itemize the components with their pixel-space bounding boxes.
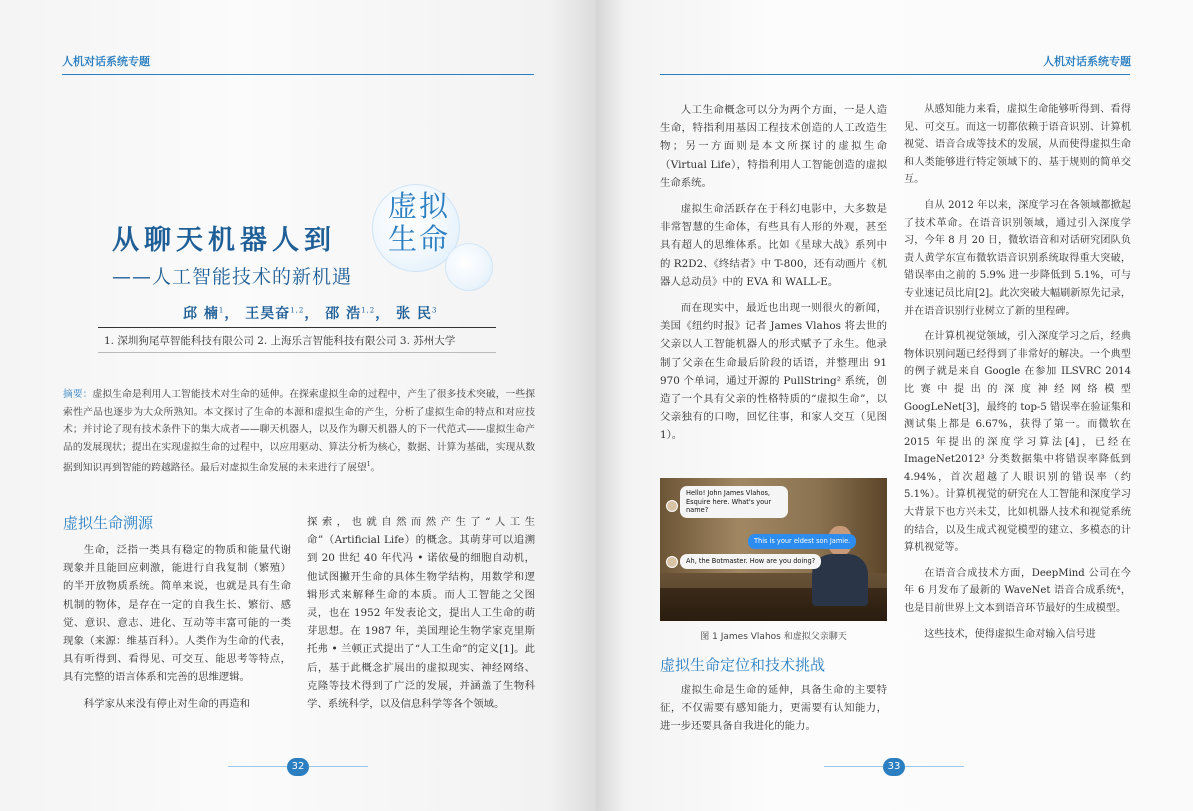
author-list: 邱 楠$^1$， 王昊奋$^{1,2}$， 邵 浩$^{1,2}$， 张 民$^3$ — [183, 306, 438, 322]
affiliation-rule-top — [98, 327, 496, 328]
figure-caption: 图 1 James Vlahos 和虚拟父亲聊天 — [700, 632, 847, 642]
author-name: 张 民 — [396, 306, 432, 322]
affiliations: 1. 深圳狗尾草智能科技有限公司 2. 上海乐言智能科技有限公司 3. 苏州大学 — [104, 335, 456, 347]
article-title-highlight: 虚拟生命 — [387, 189, 450, 256]
abstract-end: 。 — [370, 462, 381, 474]
affiliation-rule-bottom — [98, 352, 496, 353]
author-name: 王昊奋 — [245, 306, 291, 322]
section-heading-origin: 虚拟生命溯源 — [63, 514, 154, 532]
bot-avatar-icon — [666, 556, 678, 568]
chat-bubble-bot: Hello! John James Vlahos, Esquire here. What's your name? — [680, 486, 788, 518]
header-rule-left — [62, 74, 534, 75]
column-1 — [63, 541, 291, 721]
column-2 — [307, 513, 535, 721]
author-affil-sup: 3 — [432, 306, 438, 315]
page-number: 32 — [287, 758, 309, 776]
page-number: 33 — [883, 758, 905, 776]
paragraph: 虚拟生命活跃存在于科幻电影中，大多数是非常智慧的生命体，有些具有人形的外观，甚至具有超人的思维体系。比如《星球大战》系列中的 R2D2、《终结者》中 T-800，还有动画片《机器人总动员》中的 EVA 和 WALL-E。 — [660, 203, 887, 288]
column-3 — [660, 101, 887, 453]
author-affil-sup: 1,2 — [361, 306, 376, 315]
column-3-tail — [660, 681, 887, 744]
column-4 — [904, 101, 1131, 651]
author-affil-sup: 1 — [218, 306, 225, 315]
paragraph: 虚拟生命是生命的延伸，具备生命的主要特征，不仅需要有感知能力，更需要有认知能力，进一步还要具备自我进化的能力。 — [660, 684, 887, 733]
article-subtitle: ——人工智能技术的新机遇 — [112, 266, 353, 288]
header-rule-right — [660, 74, 1130, 75]
abstract — [63, 386, 535, 477]
paragraph: 从感知能力来看，虚拟生命能够听得到、看得见、可交互。而这一切都依赖于语音识别、计算机视觉、语音合成等技术的发展，从而使得虚拟生命和人类能够进行特定领域下的、基于规则的简单交互。 — [904, 104, 1131, 186]
author-name: 邵 浩 — [325, 306, 362, 322]
paragraph: 在计算机视觉领域，引入深度学习之后，经典物体识别问题已经得到了非常好的解决。一个典型的例子就是来自 Google 在参加 ILSVRC 2014 比赛中提出的深度神经网络模型 GoogLeNet[3]，最终的 top-5 错误率在验证集和测试集上都是 6.67%，获得了第一。而微软在 2015 年提出的深度学习算法[4]，已经在 ImageNet2012³ 分类数据集中将错误率降低到 4.94%，首次超越了人眼识别的错误率（约 5.1%）。计算机视觉的研究在人工智能和深度学习大背景下也方兴未艾，比如机器人技术和视觉系统的结合，以及生成式视觉模型的建立、多模态的计算机视觉等。 — [904, 331, 1131, 554]
chat-bubble-user: This is your eldest son Jamie. — [748, 534, 856, 549]
paragraph: 探索，也就自然而然产生了“人工生命”（Artificial Life）的概念。其萌芽可以追溯到 20 世纪 40 年代冯 • 诺依曼的细胞自动机，他试图撇开生命的具体生物学结构，用数学和逻辑形式来解释生命的本质。而人工智能之父图灵，也在 1952 年发表论文，提出人工生命的萌芽思想。在 1987 年，美国理论生物学家克里斯托弗 • 兰顿正式提出了“人工生命”的定义[1]。此后，基于此概念扩展出的虚拟现实、神经网络、克隆等技术得到了广泛的发展，并涵盖了生物科学、系统科学，以及信息科学等各个领域。 — [307, 516, 535, 711]
left-page — [0, 0, 596, 811]
chat-bubble-bot-reply: Ah, the Botmaster. How are you doing? — [680, 554, 821, 569]
paragraph: 在语音合成技术方面，DeepMind 公司在今年 6 月发布了最新的 WaveNet 语音合成系统⁴，也是目前世界上文本到语音环节最好的生成模型。 — [904, 567, 1131, 615]
paragraph: 这些技术，使得虚拟生命对输入信号进 — [924, 628, 1096, 640]
paragraph: 人工生命概念可以分为两个方面，一是人造生命，特指利用基因工程技术创造的人工改造生物；另一方面则是本文所探讨的虚拟生命（Virtual Life），特指利用人工智能创造的虚拟生命系统。 — [660, 104, 887, 189]
running-head-left: 人机对话系统专题 — [62, 55, 150, 68]
article-title: 从聊天机器人到 — [112, 225, 336, 256]
bot-avatar-icon — [666, 500, 678, 512]
abstract-label: 摘要： — [63, 389, 93, 400]
section-heading-positioning: 虚拟生命定位和技术挑战 — [660, 656, 826, 674]
paragraph: 生命，泛指一类具有稳定的物质和能量代谢现象并且能回应刺激，能进行自我复制（繁殖）的半开放物质系统。简单来说，也就是具有生命机制的物体，是存在一定的自我生长、繁衍、感觉、意识、意志、进化、互动等丰富可能的一类现象（来源：维基百科）。人类作为生命的代表，具有听得到、看得见、可交互、能思考等特点，具有完整的语言体系和完善的思维逻辑。 — [63, 544, 291, 684]
author-affil-sup: 1,2 — [290, 306, 305, 315]
running-head-right: 人机对话系统专题 — [1043, 55, 1131, 68]
paragraph: 科学家从来没有停止对生命的再造和 — [83, 697, 251, 710]
author-name: 邱 楠 — [183, 306, 219, 322]
abstract-footnote-sup: 1 — [366, 461, 371, 469]
figure-vlahos-chat — [660, 478, 887, 621]
paragraph: 自从 2012 年以来，深度学习在各领域都掀起了技术革命。在语音识别领域，通过引入深度学习，今年 8 月 20 日，微软语音和对话研究团队负责人黄学东宣布微软语音识别系统取得重大突破，错误率由之前的 5.9% 进一步降低到 5.1%，可与专业速记员比肩[2]。此次突破大幅刷新原先记录，并在语音识别行业树立了新的里程碑。 — [904, 199, 1131, 317]
abstract-text: 虚拟生命是利用人工智能技术对生命的延伸。在探索虚拟生命的过程中，产生了很多技术突破，一些探索性产品也逐步为大众所熟知。本文探讨了生命的本源和虚拟生命的产生，分析了虚拟生命的特点和对应技术；并讨论了现有技术条件下的集大成者——聊天机器人，以及作为聊天机器人的下一代范式——虚拟生命产品的发展现状；提出在实现虚拟生命的过程中，以应用驱动、算法分析为核心，数据、计算为基础，实现从数据到知识再到智能的跨越路径。最后对虚拟生命发展的未来进行了展望 — [63, 389, 536, 474]
paragraph: 而在现实中，最近也出现一则很火的新闻，美国《纽约时报》记者 James Vlahos 将去世的父亲以人工智能机器人的形式赋予了永生。他录制了父亲在生命最后阶段的话语，并整理出 91 970 个单词，通过开源的 PullString² 系统，创造了一个具有父亲的性格特质的“虚拟生命”，以父亲独有的口吻，回忆往事，和家人交互（见图 1）。 — [660, 302, 887, 442]
